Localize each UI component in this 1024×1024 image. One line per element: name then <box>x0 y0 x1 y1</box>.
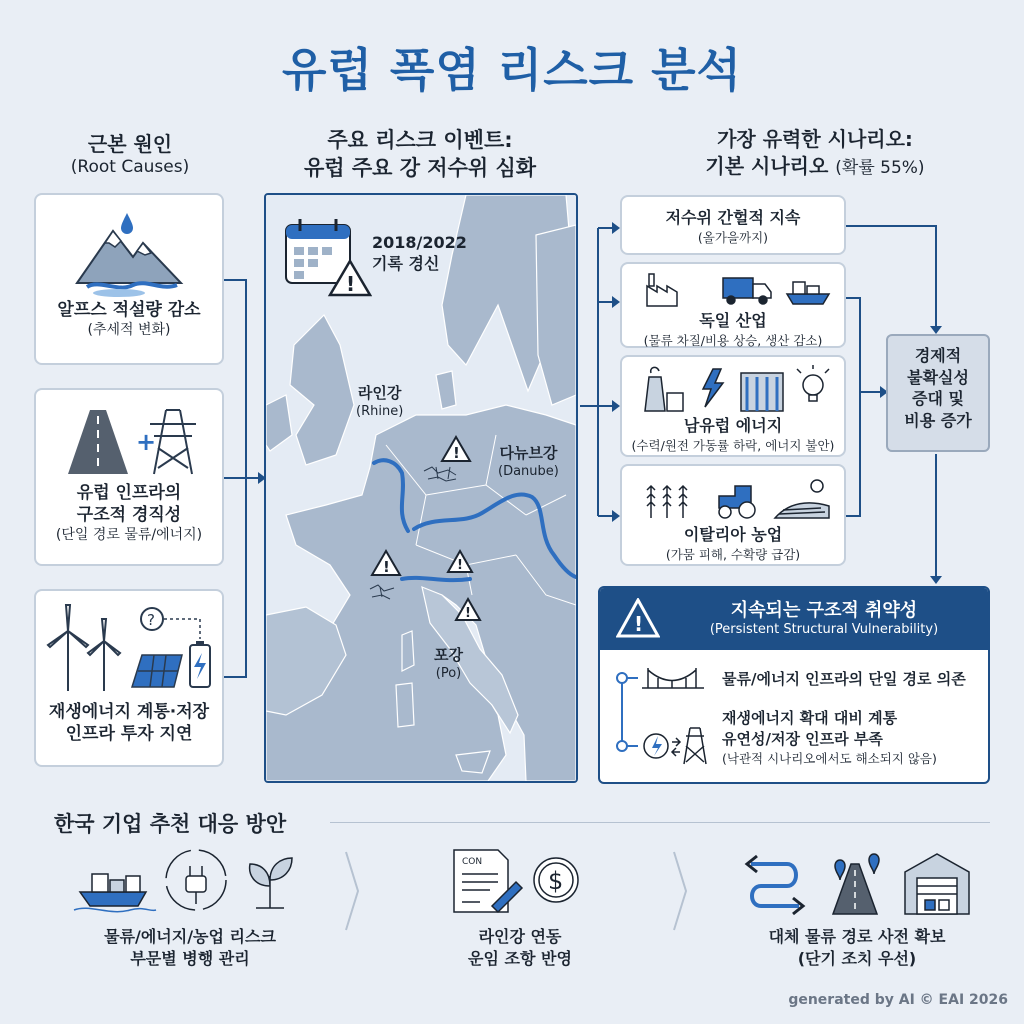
chevron-separator <box>340 846 364 936</box>
scenario-heading-main: 기본 시나리오 <box>705 154 829 178</box>
scenario-sub: (물류 차질/비용 상승, 생산 감소) <box>643 333 823 348</box>
scenario-sub: (수력/원전 가동률 하락, 에너지 불안) <box>631 438 835 453</box>
root-cause-card-alps <box>34 193 224 365</box>
event-heading-line1: 주요 리스크 이벤트: <box>327 128 513 152</box>
vulnerability-icons <box>608 664 708 774</box>
svg-text:?: ? <box>147 611 155 629</box>
record-text: 기록 경신 <box>372 253 440 273</box>
recommendation-line2: 부문별 병행 관리 <box>130 949 250 969</box>
factory-truck-ship-icon <box>633 268 833 308</box>
river-name: 라인강 <box>357 384 402 402</box>
structural-vulnerability-box <box>598 586 990 784</box>
contract-doc-label: CON <box>462 857 483 867</box>
calendar-warning-icon <box>282 217 372 297</box>
mountain-snow-icon <box>69 207 189 299</box>
econ-line: 경제적 <box>914 346 962 365</box>
recommendations-title: 한국 기업 추천 대응 방안 <box>54 812 287 836</box>
road-powerline-icon <box>54 406 204 476</box>
po-river-line <box>402 578 470 580</box>
root-cause-label-line1: 재생에너지 계통·저장 <box>48 702 210 722</box>
scenario-label: 저수위 간헐적 지속 <box>665 208 801 227</box>
svg-text:+: + <box>136 428 157 456</box>
svg-text:!: ! <box>383 558 390 576</box>
recommendation-line2: 운임 조항 반영 <box>468 949 572 969</box>
root-causes-subtitle: (Root Causes) <box>70 157 190 177</box>
svg-text:!: ! <box>465 606 471 621</box>
chevron-separator <box>668 846 692 936</box>
vulnerability-subtitle: (Persistent Structural Vulnerability) <box>709 622 939 637</box>
scenario-sub: (가뭄 피해, 수확량 급감) <box>665 547 801 562</box>
river-name-en: (Po) <box>435 666 462 682</box>
vulnerability-item-line1: 재생에너지 확대 대비 계통 <box>722 709 898 727</box>
scenario-german-industry-box <box>620 262 846 348</box>
contract-dollar-icon <box>440 846 600 916</box>
recommendation-line1: 라인강 연동 <box>478 927 562 946</box>
river-name-en: (Danube) <box>498 464 559 480</box>
root-cause-card-infra <box>34 388 224 566</box>
recommendation-freight-clause <box>390 846 650 996</box>
vulnerability-item-note: (낙관적 시나리오에서도 해소되지 않음) <box>722 751 937 766</box>
event-heading-line2: 유럽 주요 강 저수위 심화 <box>303 156 537 181</box>
scenario-probability: (확률 55%) <box>835 158 925 178</box>
section-divider <box>330 822 990 823</box>
economic-uncertainty-box <box>886 334 990 452</box>
recommendation-line2: (단기 조치 우선) <box>797 949 917 969</box>
recommendation-line1: 대체 물류 경로 사전 확보 <box>768 927 946 946</box>
root-cause-label-line2: 인프라 투자 지연 <box>65 724 193 745</box>
wind-solar-battery-icon <box>44 601 214 693</box>
svg-text:!: ! <box>453 444 460 462</box>
ship-plug-leaf-icon <box>70 846 310 916</box>
vulnerability-item: 물류/에너지 인프라의 단일 경로 의존 <box>722 670 966 688</box>
econ-line: 증대 및 <box>912 389 964 409</box>
rhine-label <box>356 383 403 421</box>
scenario-south-energy-box <box>620 355 846 457</box>
svg-text:$: $ <box>548 867 564 895</box>
recommendation-alternate-routes <box>712 846 1002 996</box>
root-cause-label: 알프스 적설량 감소 <box>57 300 201 320</box>
svg-text:!: ! <box>634 612 644 636</box>
page-title: 유럽 폭염 리스크 분석 <box>282 43 742 97</box>
power-plant-dam-icon <box>633 363 833 413</box>
root-cause-label-line1: 유럽 인프라의 <box>76 483 182 503</box>
root-cause-label <box>36 482 222 526</box>
recommendation-text <box>390 926 650 971</box>
scenario-heading-line1: 가장 유력한 시나리오: <box>717 127 913 151</box>
root-cause-label-line2: 구조적 경직성 <box>76 505 182 526</box>
scenario-low-water-box <box>620 195 846 255</box>
wheat-tractor-icon <box>633 472 833 522</box>
vulnerability-header <box>600 588 988 650</box>
scenario-italy-agriculture-box <box>620 464 846 566</box>
vulnerability-title: 지속되는 구조적 취약성 <box>730 600 918 621</box>
river-name-en: (Rhine) <box>356 404 404 420</box>
recommendation-line1: 물류/에너지/농업 리스크 <box>104 927 276 946</box>
footer-credit: generated by AI © EAI 2026 <box>788 992 1008 1008</box>
root-cause-sub: (추세적 변화) <box>87 322 171 339</box>
recommendation-text <box>60 926 320 971</box>
svg-text:!: ! <box>346 272 356 296</box>
record-years: 2018/2022 <box>372 233 467 252</box>
europe-river-map <box>264 193 578 783</box>
econ-line: 불확실성 <box>907 367 969 387</box>
bridge-icon <box>642 668 704 688</box>
scenario-sub: (올가을까지) <box>697 230 769 245</box>
root-causes-title: 근본 원인 <box>87 132 173 156</box>
root-cause-label <box>36 701 222 745</box>
danube-label <box>498 443 559 481</box>
root-cause-sub: (단일 경로 물류/에너지) <box>55 527 203 544</box>
vulnerability-item-line2: 유연성/저장 인프라 부족 <box>722 730 883 748</box>
route-map-warehouse-icon <box>737 846 977 916</box>
root-cause-card-renewables <box>34 589 224 767</box>
recommendation-sector-management <box>60 846 320 996</box>
econ-line: 비용 증가 <box>904 410 972 430</box>
recommendation-text <box>712 926 1002 971</box>
po-label <box>434 645 463 683</box>
warning-icon <box>616 598 660 638</box>
river-name: 포강 <box>434 646 463 664</box>
record-label <box>372 233 467 275</box>
scenario-label: 독일 산업 <box>699 311 767 330</box>
scenario-label: 이탈리아 농업 <box>683 525 783 544</box>
scenario-label: 남유럽 에너지 <box>683 416 783 435</box>
svg-text:!: ! <box>457 558 463 573</box>
vulnerability-item <box>722 708 937 768</box>
river-name: 다뉴브강 <box>499 444 558 462</box>
